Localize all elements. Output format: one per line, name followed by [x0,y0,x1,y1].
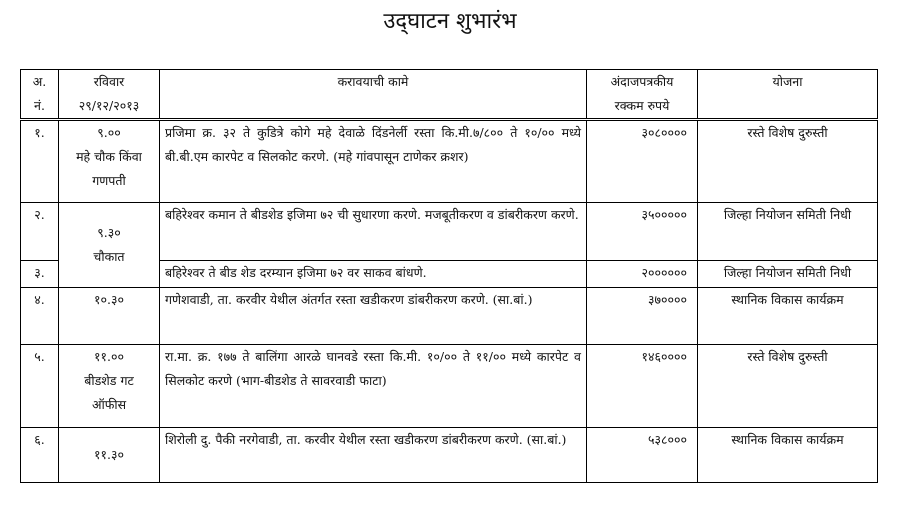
header-sr-line2: नं. [34,98,45,113]
header-day-line2: २९/१२/२०१३ [78,98,140,113]
page-title: उद्‌घाटन शुभारंभ [383,9,517,34]
row-scheme: स्थानिक विकास कार्यक्रम [698,288,878,345]
table-row [21,428,878,483]
table-row [21,120,878,203]
row-time-line: महे चौक किंवा [76,149,142,164]
row-sr: ४. [21,288,59,345]
row-sr: ५. [21,345,59,428]
header-day-line1: रविवार [93,74,125,89]
header-work: करावयाची कामे [160,70,587,120]
row-amount: ३५००००० [587,203,698,261]
header-row [21,70,878,120]
row-time-line: ९.३० [97,225,121,240]
header-sr-line1: अ. [32,74,47,89]
row-amount: ३७०००० [587,288,698,345]
header-scheme: योजना [698,70,878,120]
row-sr: २. [21,203,59,261]
row-time-line: ११.३० [94,447,124,462]
row-work: शिरोली दु. पैकी नरगेवाडी, ता. करवीर येथील रस्ता खडीकरण डांबरीकरण करणे. (सा.बां.) [160,428,587,483]
table-row [21,203,878,261]
row-sr: ६. [21,428,59,483]
row-scheme: जिल्हा नियोजन समिती निधी [698,261,878,288]
row-time-line: चौकात [93,249,125,264]
header-amount [587,70,698,120]
row-amount: ३०८०००० [587,120,698,203]
row-scheme: जिल्हा नियोजन समिती निधी [698,203,878,261]
row-time [59,288,160,345]
row-sr: ३. [21,261,59,288]
row-amount: २०००००० [587,261,698,288]
row-time [59,345,160,428]
row-time-line: ११.०० [94,349,124,364]
works-table [20,69,878,483]
row-work: प्रजिमा क्र. ३२ ते कुडित्रे कोगे महे देवाळे दिंडनेर्ली रस्ता कि.मी.७/८०० ते १०/०० मध्ये बी.बी.एम कारपेट व सिलकोट करणे. (महे गांवपासून टाणेकर क्रशर) [160,120,587,203]
row-time-line: गणपती [92,173,126,188]
header-amount-line2: रक्कम रुपये [614,98,670,113]
table-row [21,345,878,428]
row-scheme: रस्ते विशेष दुरुस्ती [698,345,878,428]
row-scheme: स्थानिक विकास कार्यक्रम [698,428,878,483]
row-time-line: ऑफीस [91,397,127,412]
row-time [59,120,160,203]
row-time [59,203,160,288]
header-day [59,70,160,120]
header-sr [21,70,59,120]
row-work: बहिरेश्वर ते बीड शेड दरम्यान इजिमा ७२ वर साकव बांधणे. [160,261,587,288]
row-amount: ५३८००० [587,428,698,483]
row-time [59,428,160,483]
row-scheme: रस्ते विशेष दुरुस्ती [698,120,878,203]
table-row [21,288,878,345]
row-sr: १. [21,120,59,203]
header-amount-line1: अंदाजपत्रकीय [610,74,674,89]
row-work: रा.मा. क्र. १७७ ते बालिंगा आरळे घानवडे रस्ता कि.मी. १०/०० ते ११/०० मध्ये कारपेट व सिलकोट करणे (भाग-बीडशेड ते सावरवाडी फाटा) [160,345,587,428]
row-time-line: १०.३० [94,292,124,307]
row-work: गणेशवाडी, ता. करवीर येथील अंतर्गत रस्ता खडीकरण डांबरीकरण करणे. (सा.बां.) [160,288,587,345]
row-amount: १४६०००० [587,345,698,428]
row-time-line: बीडशेड गट [84,373,134,388]
row-time-line: ९.०० [97,125,121,140]
row-work: बहिरेश्वर कमान ते बीडशेड इजिमा ७२ ची सुधारणा करणे. मजबूतीकरण व डांबरीकरण करणे. [160,203,587,261]
